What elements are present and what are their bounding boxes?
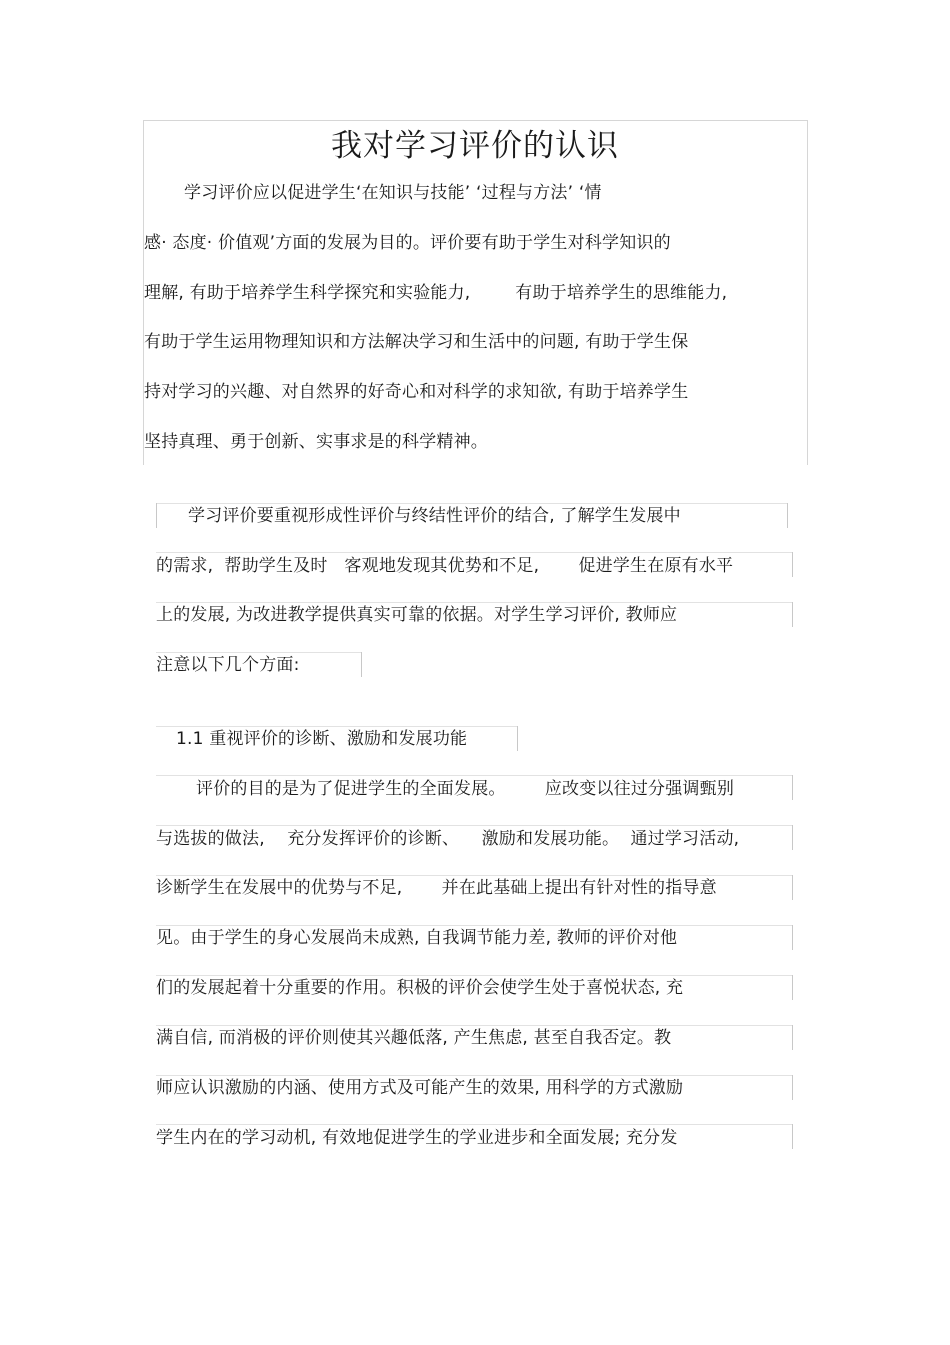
section3-rule — [792, 775, 793, 800]
section3-rule — [792, 825, 793, 850]
section3-rule — [156, 1124, 793, 1125]
section2-rule — [787, 503, 788, 528]
paragraph2-line2: 的需求, 帮助学生及时 客观地发现其优势和不足, 促进学生在原有水平 — [156, 556, 734, 576]
section3-rule — [792, 1025, 793, 1050]
heading-rule — [517, 726, 518, 751]
section3-rule — [792, 875, 793, 900]
section3-rule — [792, 1124, 793, 1149]
paragraph3-line5: 们的发展起着十分重要的作用。积极的评价会使学生处于喜悦状态, 充 — [156, 978, 684, 998]
paragraph3-line4: 见。由于学生的身心发展尚未成熟, 自我调节能力差, 教师的评价对他 — [156, 928, 678, 948]
paragraph2-line3: 上的发展, 为改进教学提供真实可靠的依据。对学生学习评价, 教师应 — [156, 605, 678, 625]
section-heading-1-1: 1.1 重视评价的诊断、激励和发展功能 — [176, 729, 468, 749]
paragraph1-line5: 持对学习的兴趣、对自然界的好奇心和对科学的求知欲, 有助于培养学生 — [144, 382, 689, 402]
paragraph3-line7: 师应认识激励的内涵、使用方式及可能产生的效果, 用科学的方式激励 — [156, 1078, 684, 1098]
paragraph3-line8: 学生内在的学习动机, 有效地促进学生的学业进步和全面发展; 充分发 — [156, 1128, 678, 1148]
section3-rule — [156, 825, 793, 826]
paragraph1-line3: 理解, 有助于培养学生科学探究和实验能力, 有助于培养学生的思维能力, — [144, 283, 728, 303]
section2-rule — [156, 503, 157, 528]
section2-rule — [156, 552, 793, 553]
paragraph1-line1: 学习评价应以促进学生‘在知识与技能’ ‘过程与方法’ ‘情 — [184, 183, 602, 203]
section3-rule — [792, 1075, 793, 1100]
paragraph1-line2: 感· 态度· 价值观’方面的发展为目的。评价要有助于学生对科学知识的 — [144, 233, 671, 253]
section2-rule — [792, 602, 793, 627]
paragraph3-line3: 诊断学生在发展中的优势与不足, 并在此基础上提出有针对性的指导意 — [156, 878, 717, 898]
paragraph3-line6: 满自信, 而消极的评价则使其兴趣低落, 产生焦虑, 甚至自我否定。教 — [156, 1028, 672, 1048]
paragraph1-line6: 坚持真理、勇于创新、实事求是的科学精神。 — [144, 432, 488, 452]
section3-rule — [156, 775, 793, 776]
section3-rule — [792, 975, 793, 1000]
paragraph2-line1: 学习评价要重视形成性评价与终结性评价的结合, 了解学生发展中 — [188, 506, 681, 526]
document-title: 我对学习评价的认识 — [331, 128, 619, 164]
paragraph1-line4: 有助于学生运用物理知识和方法解决学习和生活中的问题, 有助于学生保 — [144, 332, 689, 352]
section2-rule — [361, 652, 362, 677]
section3-rule — [792, 925, 793, 950]
paragraph3-line2: 与选拔的做法, 充分发挥评价的诊断、 激励和发展功能。 通过学习活动, — [156, 829, 740, 849]
paragraph2-line4: 注意以下几个方面: — [156, 655, 300, 675]
section2-rule — [792, 552, 793, 577]
paragraph3-line1: 评价的目的是为了促进学生的全面发展。 应改变以往过分强调甄别 — [196, 779, 735, 799]
